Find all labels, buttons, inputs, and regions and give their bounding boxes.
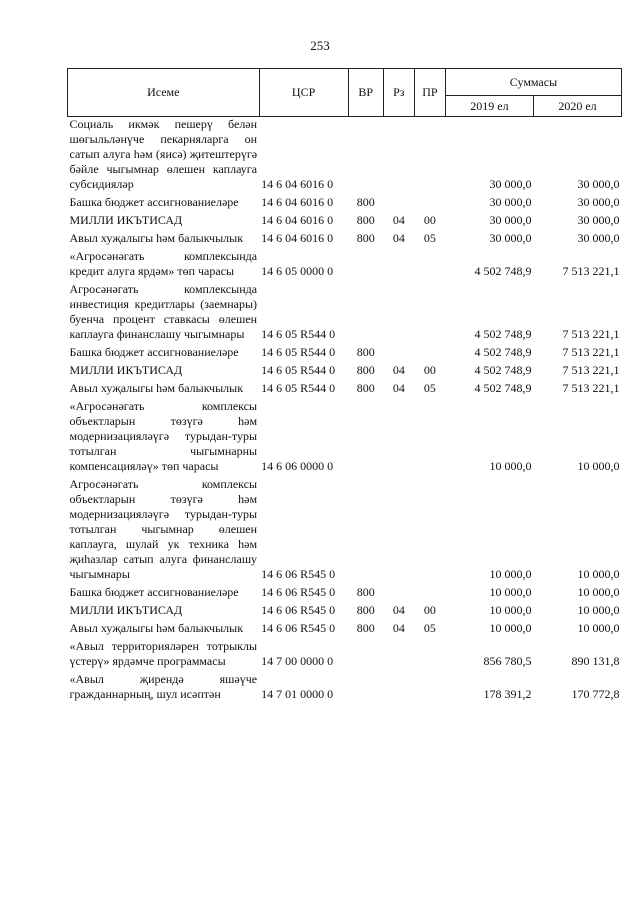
row-csr-code: 14 6 06 R545 0	[261, 567, 336, 581]
row-pr-code	[414, 672, 445, 702]
row-name: Авыл хуҗалыгы һәм балыкчылык	[69, 621, 244, 635]
row-rz-code	[383, 282, 414, 342]
row-csr-code: 14 6 05 R544 0	[261, 327, 336, 341]
row-rz-code: 04	[392, 231, 405, 245]
row-sum-2019: 4 502 748,9	[474, 264, 532, 278]
row-sum-2019: 30 000,0	[489, 231, 532, 245]
table-row	[68, 195, 622, 210]
row-vr-code: 800	[356, 621, 375, 635]
row-pr-code: 00	[423, 603, 436, 617]
row-vr-code: 800	[356, 585, 375, 599]
row-vr-code	[348, 672, 383, 702]
row-sum-2020: 890 131,8	[571, 654, 620, 668]
row-pr-code	[414, 477, 445, 582]
column-header-sums: Суммасы	[445, 69, 621, 96]
column-header-rz: Рз	[383, 69, 414, 117]
row-sum-2020: 10 000,0	[577, 585, 620, 599]
row-sum-2019: 30 000,0	[489, 177, 532, 191]
row-sum-2019: 10 000,0	[489, 567, 532, 581]
row-vr-code: 800	[356, 381, 375, 395]
row-csr-code: 14 6 06 R545 0	[261, 603, 336, 617]
row-sum-2020: 30 000,0	[577, 213, 620, 227]
row-vr-code	[348, 117, 383, 193]
table-row	[68, 213, 622, 228]
column-header-pr: ПР	[414, 69, 445, 117]
row-vr-code	[348, 249, 383, 279]
row-vr-code: 800	[356, 231, 375, 245]
row-sum-2020: 10 000,0	[577, 459, 620, 473]
row-sum-2019: 4 502 748,9	[474, 345, 532, 359]
table-row	[68, 249, 622, 279]
table-row	[68, 639, 622, 669]
row-csr-code: 14 7 00 0000 0	[261, 654, 334, 668]
row-rz-code	[383, 399, 414, 474]
page-number: 253	[310, 38, 330, 53]
row-name: МИЛЛИ ИКЪТИСАД	[69, 213, 183, 227]
row-name: Башка бюджет ассигнованиеләре	[69, 585, 239, 599]
budget-table	[67, 68, 622, 702]
row-name: «Авыл җирендә яшәүче гражданнарның, шул исәптән	[69, 672, 258, 701]
row-rz-code	[383, 585, 414, 600]
column-header-name: Исеме	[68, 69, 260, 117]
row-pr-code	[414, 639, 445, 669]
row-pr-code: 00	[423, 363, 436, 377]
row-sum-2019: 4 502 748,9	[474, 363, 532, 377]
row-csr-code: 14 6 05 0000 0	[261, 264, 334, 278]
table-row	[68, 399, 622, 474]
row-pr-code	[414, 282, 445, 342]
row-name: МИЛЛИ ИКЪТИСАД	[69, 363, 183, 377]
row-pr-code: 00	[423, 213, 436, 227]
row-sum-2019: 30 000,0	[489, 213, 532, 227]
row-rz-code	[383, 345, 414, 360]
row-sum-2020: 30 000,0	[577, 195, 620, 209]
row-sum-2020: 170 772,8	[571, 687, 620, 701]
row-sum-2020: 7 513 221,1	[562, 363, 620, 377]
row-csr-code: 14 6 05 R544 0	[261, 363, 336, 377]
row-name: Башка бюджет ассигнованиеләре	[69, 195, 239, 209]
row-sum-2020: 30 000,0	[577, 231, 620, 245]
row-pr-code	[414, 249, 445, 279]
table-row	[68, 282, 622, 342]
table-row	[68, 672, 622, 702]
row-csr-code: 14 6 05 R544 0	[261, 345, 336, 359]
row-vr-code: 800	[356, 195, 375, 209]
row-csr-code: 14 6 04 6016 0	[261, 195, 334, 209]
row-vr-code: 800	[356, 213, 375, 227]
row-rz-code: 04	[392, 381, 405, 395]
row-pr-code: 05	[423, 231, 436, 245]
row-name: МИЛЛИ ИКЪТИСАД	[69, 603, 183, 617]
row-sum-2020: 10 000,0	[577, 567, 620, 581]
row-name: Башка бюджет ассигнованиеләре	[69, 345, 239, 359]
row-rz-code: 04	[392, 621, 405, 635]
row-rz-code: 04	[392, 213, 405, 227]
row-csr-code: 14 6 04 6016 0	[261, 213, 334, 227]
column-header-year-2020: 2020 ел	[533, 96, 621, 117]
row-rz-code	[383, 249, 414, 279]
row-sum-2020: 10 000,0	[577, 603, 620, 617]
row-sum-2020: 7 513 221,1	[562, 381, 620, 395]
table-row	[68, 231, 622, 246]
row-sum-2019: 4 502 748,9	[474, 381, 532, 395]
table-row	[68, 117, 622, 193]
column-header-year-2019: 2019 ел	[445, 96, 533, 117]
row-vr-code	[348, 282, 383, 342]
row-name: «Агросәнәгать комплексында кредит алуга ярдәм» төп чарасы	[69, 249, 258, 278]
row-csr-code: 14 6 04 6016 0	[261, 177, 334, 191]
row-name: Агросәнәгать комплексында инвестиция кредитлары (заемнары) буенча процент ставкасы өлешен каплауга финанслашу чыгымнары	[69, 282, 258, 341]
row-pr-code	[414, 195, 445, 210]
row-rz-code	[383, 477, 414, 582]
row-rz-code	[383, 117, 414, 193]
row-pr-code	[414, 399, 445, 474]
row-name: «Агросәнәгать комплексы объектларын төзүгә һәм модернизацияләүгә турыдан-туры тотылган чыгымнарны компенсацияләү» төп чарасы	[69, 399, 258, 473]
row-sum-2019: 10 000,0	[489, 621, 532, 635]
row-name: Социаль икмәк пешерү белән шөгыльләнүче пекарняларга он сатып алуга һәм (яисә) җитештерүгә бәйле чыгымнар өлешен каплауга субсидияләр	[69, 117, 258, 191]
table-row	[68, 621, 622, 636]
row-csr-code: 14 6 06 0000 0	[261, 459, 334, 473]
row-sum-2019: 10 000,0	[489, 585, 532, 599]
column-header-csr: ЦСР	[259, 69, 348, 117]
row-pr-code	[414, 585, 445, 600]
row-pr-code	[414, 345, 445, 360]
table-row	[68, 363, 622, 378]
row-name: «Авыл территорияләрен тотрыклы үстерү» ярдәмче программасы	[69, 639, 258, 668]
row-rz-code	[383, 195, 414, 210]
row-sum-2020: 7 513 221,1	[562, 264, 620, 278]
row-sum-2019: 10 000,0	[489, 459, 532, 473]
row-sum-2019: 4 502 748,9	[474, 327, 532, 341]
table-row	[68, 603, 622, 618]
row-vr-code: 800	[356, 603, 375, 617]
row-vr-code	[348, 399, 383, 474]
row-sum-2020: 7 513 221,1	[562, 345, 620, 359]
row-name: Авыл хуҗалыгы һәм балыкчылык	[69, 231, 244, 245]
row-sum-2020: 7 513 221,1	[562, 327, 620, 341]
row-csr-code: 14 6 06 R545 0	[261, 585, 336, 599]
row-name: Агросәнәгать комплексы объектларын төзүгә һәм модернизацияләүгә турыдан-туры тотылган чыгымнар өлешен каплауга, шулай ук техника һәм җиһазлар сатып алуга финанслашу чыгымнары	[69, 477, 258, 581]
row-vr-code	[348, 477, 383, 582]
row-pr-code: 05	[423, 381, 436, 395]
row-sum-2019: 10 000,0	[489, 603, 532, 617]
row-csr-code: 14 6 06 R545 0	[261, 621, 336, 635]
table-row	[68, 477, 622, 582]
row-rz-code: 04	[392, 363, 405, 377]
column-header-vr: ВР	[348, 69, 383, 117]
row-vr-code	[348, 639, 383, 669]
table-row	[68, 345, 622, 360]
row-rz-code	[383, 672, 414, 702]
row-sum-2020: 30 000,0	[577, 177, 620, 191]
table-body	[68, 117, 622, 703]
row-rz-code	[383, 639, 414, 669]
row-name: Авыл хуҗалыгы һәм балыкчылык	[69, 381, 244, 395]
row-csr-code: 14 7 01 0000 0	[261, 687, 334, 701]
row-vr-code: 800	[356, 363, 375, 377]
row-rz-code: 04	[392, 603, 405, 617]
row-csr-code: 14 6 05 R544 0	[261, 381, 336, 395]
row-pr-code: 05	[423, 621, 436, 635]
row-pr-code	[414, 117, 445, 193]
row-csr-code: 14 6 04 6016 0	[261, 231, 334, 245]
row-sum-2020: 10 000,0	[577, 621, 620, 635]
table-row	[68, 381, 622, 396]
row-sum-2019: 30 000,0	[489, 195, 532, 209]
row-vr-code: 800	[356, 345, 375, 359]
row-sum-2019: 178 391,2	[483, 687, 532, 701]
row-sum-2019: 856 780,5	[483, 654, 532, 668]
table-row	[68, 585, 622, 600]
